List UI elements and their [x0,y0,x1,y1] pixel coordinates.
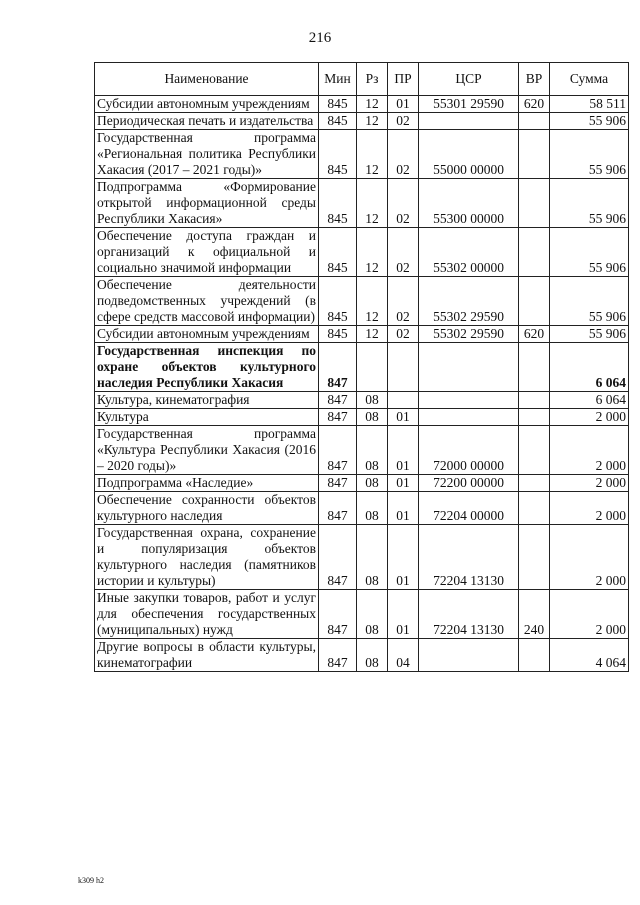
cell-pr: 01 [388,96,419,113]
table-row [95,228,629,277]
header-min: Мин [319,63,357,96]
cell-rz: 12 [357,96,388,113]
cell-rz: 08 [357,525,388,590]
cell-rz: 08 [357,639,388,672]
cell-csr [419,343,519,392]
cell-sum: 55 906 [550,228,629,277]
cell-csr [419,113,519,130]
table-row [95,475,629,492]
cell-sum: 2 000 [550,590,629,639]
cell-rz: 08 [357,392,388,409]
cell-min: 847 [319,525,357,590]
cell-vr [519,475,550,492]
cell-rz: 12 [357,277,388,326]
cell-csr: 72204 13130 [419,525,519,590]
cell-name: Обеспечение доступа граждан и организаций к официальной и социально значимой информации [95,228,319,277]
cell-pr: 01 [388,409,419,426]
cell-min: 847 [319,426,357,475]
cell-vr [519,639,550,672]
cell-sum: 2 000 [550,426,629,475]
cell-vr [519,179,550,228]
cell-csr: 55302 29590 [419,277,519,326]
cell-pr: 01 [388,492,419,525]
cell-min: 845 [319,326,357,343]
cell-name: Государственная программа «Культура Республики Хакасия (2016 – 2020 годы)» [95,426,319,475]
cell-rz: 08 [357,475,388,492]
cell-name: Периодическая печать и издательства [95,113,319,130]
cell-vr [519,130,550,179]
table-row [95,130,629,179]
cell-pr: 02 [388,179,419,228]
table-row [95,409,629,426]
cell-sum: 2 000 [550,525,629,590]
cell-pr: 02 [388,130,419,179]
cell-vr: 240 [519,590,550,639]
cell-sum: 55 906 [550,130,629,179]
cell-name: Обеспечение деятельности подведомственных учреждений (в сфере средств массовой информации) [95,277,319,326]
cell-rz: 08 [357,426,388,475]
cell-vr: 620 [519,96,550,113]
cell-pr: 04 [388,639,419,672]
cell-name: Субсидии автономным учреждениям [95,96,319,113]
cell-rz: 12 [357,130,388,179]
cell-min: 847 [319,392,357,409]
header-name: Наименование [95,63,319,96]
cell-name: Государственная охрана, сохранение и популяризация объектов культурного наследия (памятников истории и культуры) [95,525,319,590]
cell-pr: 02 [388,113,419,130]
cell-name: Культура [95,409,319,426]
cell-vr [519,228,550,277]
cell-csr: 55301 29590 [419,96,519,113]
cell-csr [419,392,519,409]
cell-name: Обеспечение сохранности объектов культурного наследия [95,492,319,525]
page-number: 216 [308,30,332,46]
table-row [95,590,629,639]
cell-rz: 12 [357,179,388,228]
cell-min: 847 [319,343,357,392]
table-row [95,426,629,475]
cell-min: 847 [319,590,357,639]
cell-min: 845 [319,228,357,277]
cell-name: Государственная инспекция по охране объектов культурного наследия Республики Хакасия [95,343,319,392]
cell-rz: 12 [357,228,388,277]
cell-min: 847 [319,639,357,672]
cell-csr: 72204 13130 [419,590,519,639]
cell-sum: 55 906 [550,113,629,130]
cell-pr: 01 [388,475,419,492]
cell-csr: 72200 00000 [419,475,519,492]
header-pr: ПР [388,63,419,96]
cell-min: 845 [319,96,357,113]
header-csr: ЦСР [419,63,519,96]
table-row [95,525,629,590]
cell-name: Подпрограмма «Наследие» [95,475,319,492]
cell-rz [357,343,388,392]
cell-rz: 12 [357,113,388,130]
header-sum: Сумма [550,63,629,96]
cell-name: Другие вопросы в области культуры, кинематографии [95,639,319,672]
cell-vr [519,277,550,326]
cell-vr [519,409,550,426]
cell-vr [519,113,550,130]
table-row [95,492,629,525]
cell-csr: 72000 00000 [419,426,519,475]
cell-vr: 620 [519,326,550,343]
cell-name: Иные закупки товаров, работ и услуг для обеспечения государственных (муниципальных) нужд [95,590,319,639]
table-row [95,96,629,113]
table-row [95,113,629,130]
cell-pr: 01 [388,590,419,639]
cell-vr [519,492,550,525]
cell-csr: 55000 00000 [419,130,519,179]
cell-name: Культура, кинематография [95,392,319,409]
cell-sum: 58 511 [550,96,629,113]
cell-sum: 6 064 [550,343,629,392]
cell-pr: 01 [388,426,419,475]
cell-vr [519,392,550,409]
cell-rz: 08 [357,409,388,426]
table-row [95,392,629,409]
cell-sum: 2 000 [550,409,629,426]
cell-min: 845 [319,130,357,179]
budget-table [94,62,629,672]
cell-pr [388,343,419,392]
cell-csr: 72204 00000 [419,492,519,525]
cell-rz: 12 [357,326,388,343]
cell-vr [519,525,550,590]
cell-name: Государственная программа «Региональная политика Республики Хакасия (2017 – 2021 годы)» [95,130,319,179]
table-header-row [95,63,629,96]
table-row [95,639,629,672]
cell-min: 845 [319,277,357,326]
cell-csr [419,639,519,672]
cell-pr: 02 [388,326,419,343]
cell-sum: 6 064 [550,392,629,409]
cell-rz: 08 [357,492,388,525]
cell-min: 845 [319,179,357,228]
cell-sum: 2 000 [550,475,629,492]
cell-sum: 55 906 [550,326,629,343]
header-vr: ВР [519,63,550,96]
cell-name: Субсидии автономным учреждениям [95,326,319,343]
cell-min: 847 [319,409,357,426]
cell-csr [419,409,519,426]
cell-min: 845 [319,113,357,130]
cell-csr: 55302 00000 [419,228,519,277]
cell-pr [388,392,419,409]
table-body [95,96,629,672]
cell-rz: 08 [357,590,388,639]
cell-pr: 02 [388,277,419,326]
header-rz: Рз [357,63,388,96]
table-row [95,343,629,392]
table-row [95,277,629,326]
cell-sum: 2 000 [550,492,629,525]
cell-csr: 55302 29590 [419,326,519,343]
cell-sum: 4 064 [550,639,629,672]
table-row [95,179,629,228]
cell-pr: 02 [388,228,419,277]
footer-code: k309 h2 [78,876,104,885]
cell-pr: 01 [388,525,419,590]
table-row [95,326,629,343]
cell-csr: 55300 00000 [419,179,519,228]
cell-vr [519,426,550,475]
cell-vr [519,343,550,392]
cell-min: 847 [319,475,357,492]
cell-min: 847 [319,492,357,525]
cell-sum: 55 906 [550,277,629,326]
cell-name: Подпрограмма «Формирование открытой информационной среды Республики Хакасия» [95,179,319,228]
cell-sum: 55 906 [550,179,629,228]
